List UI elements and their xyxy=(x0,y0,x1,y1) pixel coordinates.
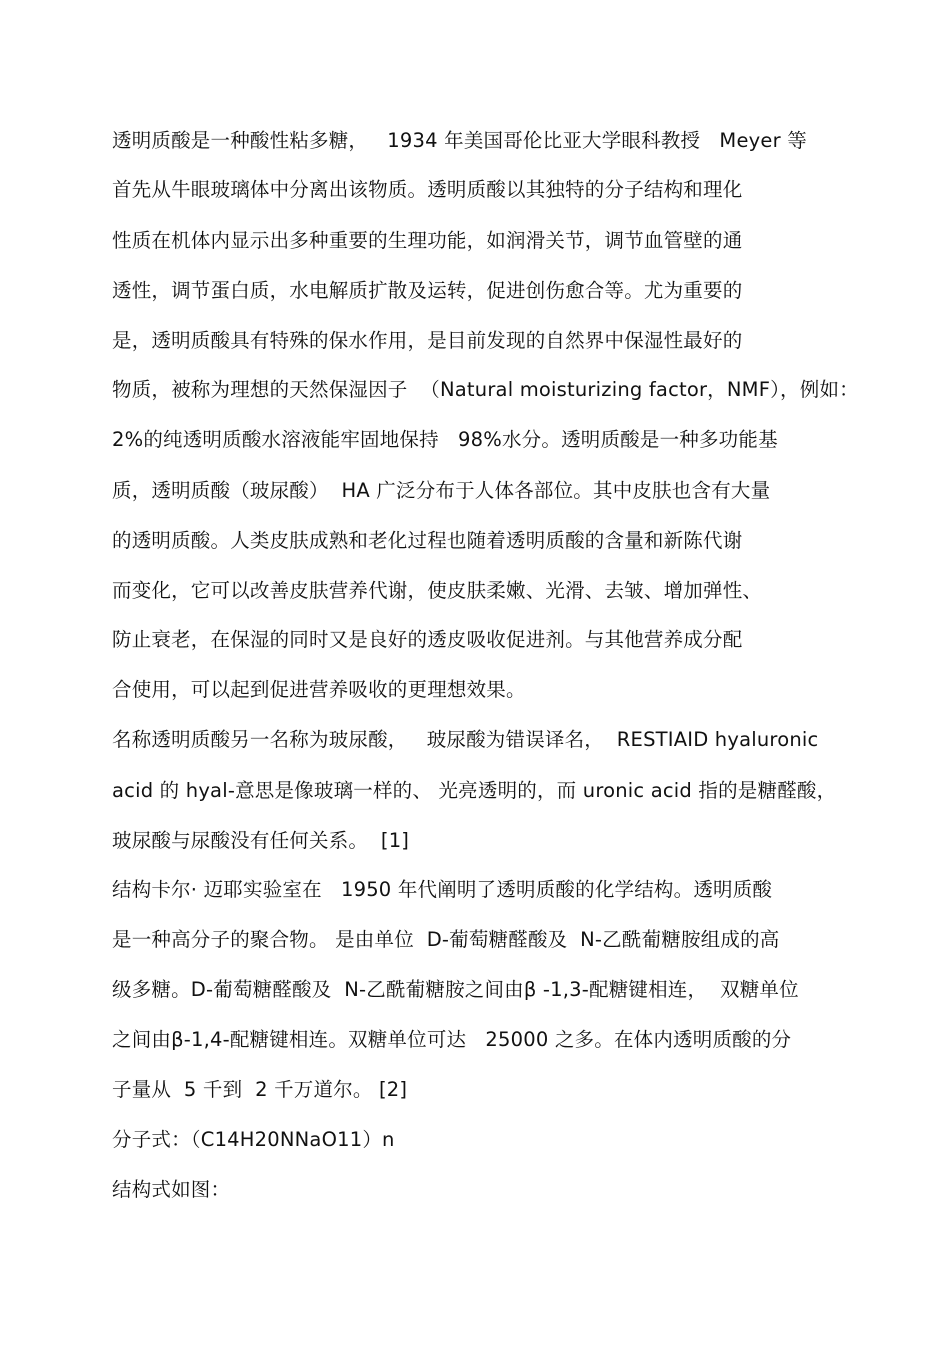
text-line: 之间由β-1,4-配糖键相连。双糖单位可达 25000 之多。在体内透明质酸的分 xyxy=(112,1028,792,1051)
text-line: 而变化，它可以改善皮肤营养代谢，使皮肤柔嫩、光滑、去皱、增加弹性、 xyxy=(112,579,763,602)
text-line: 性质在机体内显示出多种重要的生理功能，如润滑关节，调节血管壁的通 xyxy=(112,229,743,252)
text-line: 的透明质酸。人类皮肤成熟和老化过程也随着透明质酸的含量和新陈代谢 xyxy=(112,529,743,552)
text-line: 分子式：（C14H20NNaO11）n xyxy=(112,1128,395,1151)
text-line: 结构式如图： xyxy=(112,1178,231,1201)
text-line: acid 的 hyal-意思是像玻璃一样的、 光亮透明的，而 uronic acid 指的是糖醛酸， xyxy=(112,779,837,802)
text-line: 结构卡尔· 迈耶实验室在 1950 年代阐明了透明质酸的化学结构。透明质酸 xyxy=(112,878,773,901)
text-line: 2%的纯透明质酸水溶液能牢固地保持 98%水分。透明质酸是一种多功能基 xyxy=(112,428,778,451)
text-line: 透明质酸是一种酸性粘多糖， 1934 年美国哥伦比亚大学眼科教授 Meyer 等 xyxy=(112,129,807,152)
text-line: 名称透明质酸另一名称为玻尿酸， 玻尿酸为错误译名， RESTIAID hyaluronic xyxy=(112,728,819,751)
text-line: 防止衰老，在保湿的同时又是良好的透皮吸收促进剂。与其他营养成分配 xyxy=(112,628,743,651)
text-line: 合使用，可以起到促进营养吸收的更理想效果。 xyxy=(112,678,526,701)
text-line: 是，透明质酸具有特殊的保水作用，是目前发现的自然界中保湿性最好的 xyxy=(112,329,743,352)
text-line: 子量从 5 千到 2 千万道尔。 [2] xyxy=(112,1078,408,1101)
text-line: 级多糖。D-葡萄糖醛酸及 N-乙酰葡糖胺之间由β -1,3-配糖键相连， 双糖单位 xyxy=(112,978,799,1001)
text-line: 玻尿酸与尿酸没有任何关系。 [1] xyxy=(112,829,410,852)
text-line: 质，透明质酸（玻尿酸） HA 广泛分布于人体各部位。其中皮肤也含有大量 xyxy=(112,479,771,502)
text-line: 透性，调节蛋白质，水电解质扩散及运转，促进创伤愈合等。尤为重要的 xyxy=(112,279,743,302)
text-line: 物质，被称为理想的天然保湿因子 （Natural moisturizing factor，NMF），例如： xyxy=(112,378,859,401)
text-line: 是一种高分子的聚合物。 是由单位 D-葡萄糖醛酸及 N-乙酰葡糖胺组成的高 xyxy=(112,928,780,951)
text-line: 首先从牛眼玻璃体中分离出该物质。透明质酸以其独特的分子结构和理化 xyxy=(112,178,743,201)
